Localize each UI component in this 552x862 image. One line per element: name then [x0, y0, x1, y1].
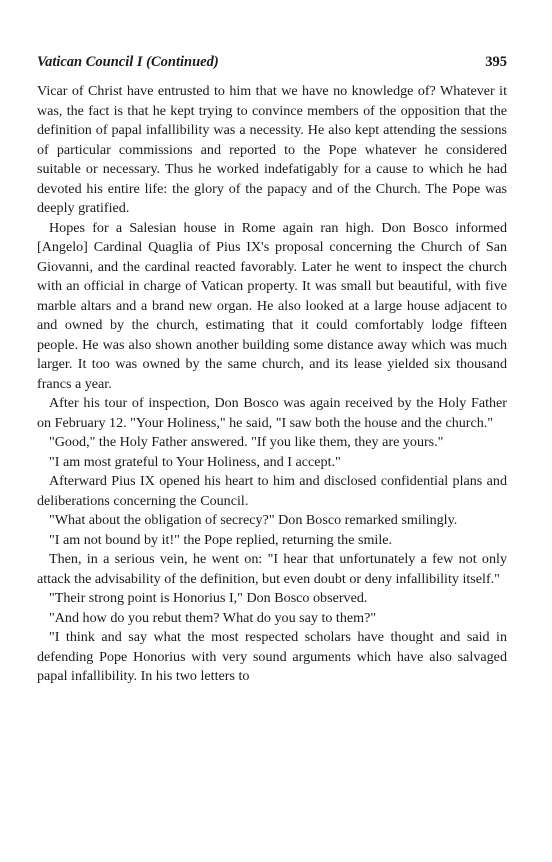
- paragraph: "I am not bound by it!" the Pope replied, returning the smile.: [49, 531, 393, 548]
- paragraph: "I think and say what the most respected scholars have thought and said in defending Pope Honorius with very sound arguments which have also salvaged papal infallibility. In his two letters to: [37, 629, 507, 684]
- page-number: 395: [485, 54, 507, 70]
- paragraph: "Good," the Holy Father answered. "If you like them, they are yours.": [49, 434, 444, 450]
- paragraph: Afterward Pius IX opened his heart to him and disclosed confidential plans and deliberations concerning the Council.: [37, 473, 507, 509]
- paragraph: "Their strong point is Honorius I," Don Bosco observed.: [49, 590, 368, 606]
- paragraph: Then, in a serious vein, he went on: "I hear that unfortunately a few not only attack the advisability of the definition, but even doubt or deny infallibility itself.": [37, 551, 507, 587]
- page-header: [37, 54, 507, 74]
- paragraph: Vicar of Christ have entrusted to him that we have no knowledge of? Whatever it was, the fact is that he kept trying to convince members of the opposition that the definition of papal infallibility was a necessity. He also kept attending the sessions of particular commissions and reported to the Pope whatever he considered suitable or necessary. Thus he worked indefatigably for a cause to which he had devoted his entire life: the glory of the papacy and of the Church. The Pope was deeply gratified.: [37, 83, 507, 216]
- paragraph: Hopes for a Salesian house in Rome again ran high. Don Bosco informed [Angelo] Cardinal Quaglia of Pius IX's proposal concerning the Church of San Giovanni, and the cardinal reacted favorably. Later he went to inspect the church with an official in charge of Vatican property. It was small but beautiful, with five marble altars and a brand new organ. He also looked at a large house adjacent to and owned by the church, estimating that it could comfortably lodge fifteen people. He was also shown another building some distance away which was much larger. It too was owned by the same church, and its lease yielded six thousand francs a year.: [37, 219, 507, 392]
- book-page: [37, 54, 507, 687]
- body-text: [37, 82, 507, 687]
- paragraph: After his tour of inspection, Don Bosco was again received by the Holy Father on February 12. "Your Holiness," he said, "I saw both the house and the church.": [37, 395, 507, 431]
- paragraph: "And how do you rebut them? What do you say to them?": [49, 609, 377, 626]
- paragraph: "What about the obligation of secrecy?" Don Bosco remarked smilingly.: [49, 512, 458, 528]
- running-head: Vatican Council I (Continued): [37, 54, 219, 70]
- paragraph: "I am most grateful to Your Holiness, and I accept.": [49, 453, 341, 470]
